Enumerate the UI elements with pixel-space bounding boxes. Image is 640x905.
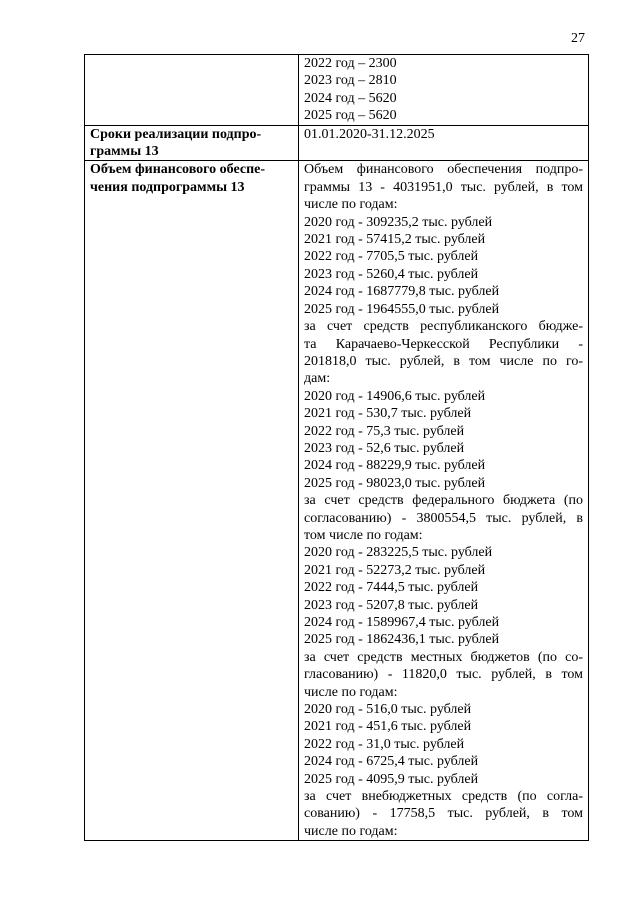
funding-text-line: 2021 год - 451,6 тыс. рублей bbox=[304, 719, 472, 735]
value-cell-funding bbox=[299, 161, 589, 841]
funding-text-line: 2022 год - 7444,5 тыс. рублей bbox=[304, 580, 479, 596]
funding-text-line: 2020 год - 14906,6 тыс. рублей bbox=[304, 388, 486, 404]
list-item: 2025 год – 5620 bbox=[304, 108, 397, 124]
funding-text-line: за счет средств республиканского бюдже- bbox=[304, 319, 583, 335]
funding-text-line: 2022 год - 75,3 тыс. рублей bbox=[304, 423, 465, 439]
funding-text-line: 2022 год - 7705,5 тыс. рублей bbox=[304, 249, 479, 265]
label-cell-funding bbox=[85, 161, 299, 841]
funding-text-line: 2023 год - 52,6 тыс. рублей bbox=[304, 440, 465, 456]
funding-text-line: числе по годам: bbox=[304, 197, 398, 213]
funding-text-line: 2024 год - 88229,9 тыс. рублей bbox=[304, 458, 486, 474]
table-row-funding bbox=[85, 161, 589, 841]
funding-text-line: том числе по годам: bbox=[304, 527, 423, 543]
funding-text-line: числе по годам: bbox=[304, 684, 398, 700]
funding-text-line: 2020 год - 309235,2 тыс. рублей bbox=[304, 214, 493, 230]
list-item: 2022 год – 2300 bbox=[304, 56, 397, 71]
funding-text-line: 2025 год - 1964555,0 тыс. рублей bbox=[304, 301, 500, 317]
label-cell-continued bbox=[85, 55, 299, 126]
funding-text-line: за счет средств федерального бюджета (по bbox=[304, 493, 583, 509]
funding-text-line: Объем финансового обеспечения подпро- bbox=[304, 162, 583, 178]
funding-text-line: 2021 год - 530,7 тыс. рублей bbox=[304, 406, 472, 422]
label-line: Объем финансового обеспе- bbox=[90, 162, 266, 178]
funding-text-line: 2024 год - 6725,4 тыс. рублей bbox=[304, 754, 479, 770]
label-line: чения подпрограммы 13 bbox=[90, 179, 245, 195]
funding-text-line: 2025 год - 1862436,1 тыс. рублей bbox=[304, 632, 500, 648]
funding-text-line: 2024 год - 1589967,4 тыс. рублей bbox=[304, 615, 500, 630]
period-value: 01.01.2020-31.12.2025 bbox=[304, 126, 435, 142]
list-item: 2024 год – 5620 bbox=[304, 90, 397, 106]
table-row-continued bbox=[85, 55, 589, 126]
label-line: Сроки реализации подпро- bbox=[90, 126, 262, 142]
funding-text-line: 2021 год - 52273,2 тыс. рублей bbox=[304, 562, 486, 578]
value-cell-period bbox=[299, 125, 589, 161]
funding-text-line: гласованию) - 11820,0 тыс. рублей, в том bbox=[304, 667, 583, 683]
funding-text-line: 2020 год - 516,0 тыс. рублей bbox=[304, 702, 472, 718]
label-cell-period bbox=[85, 125, 299, 161]
funding-text-line: 2021 год - 57415,2 тыс. рублей bbox=[304, 232, 486, 248]
funding-text-line: числе по годам: bbox=[304, 823, 398, 839]
funding-text-line: 2025 год - 98023,0 тыс. рублей bbox=[304, 475, 486, 491]
value-cell-continued bbox=[299, 55, 589, 126]
page-number: 27 bbox=[571, 31, 585, 46]
funding-text-line: согласованию) - 3800554,5 тыс. рублей, в bbox=[304, 510, 583, 526]
list-item: 2023 год – 2810 bbox=[304, 73, 397, 89]
funding-text-line: граммы 13 - 4031951,0 тыс. рублей, в том bbox=[304, 179, 583, 195]
funding-text-line: 2023 год - 5260,4 тыс. рублей bbox=[304, 266, 479, 282]
funding-text-line: 201818,0 тыс. рублей, в том числе по го- bbox=[304, 353, 583, 369]
passport-table bbox=[84, 54, 589, 841]
funding-text-line: сованию) - 17758,5 тыс. рублей, в том bbox=[304, 806, 583, 822]
table-row-period bbox=[85, 125, 589, 161]
funding-text-line: за счет средств местных бюджетов (по со- bbox=[304, 649, 583, 665]
label-line: граммы 13 bbox=[90, 144, 159, 160]
funding-text-line: дам: bbox=[304, 371, 331, 387]
funding-text-line: 2025 год - 4095,9 тыс. рублей bbox=[304, 771, 479, 787]
funding-text-line: 2022 год - 31,0 тыс. рублей bbox=[304, 736, 465, 752]
funding-text-line: 2020 год - 283225,5 тыс. рублей bbox=[304, 545, 493, 561]
funding-text-line: 2023 год - 5207,8 тыс. рублей bbox=[304, 597, 479, 613]
funding-text-line: 2024 год - 1687779,8 тыс. рублей bbox=[304, 284, 500, 300]
funding-text-line: за счет внебюджетных средств (по согла- bbox=[304, 789, 583, 805]
funding-text-line: та Карачаево-Черкесской Республики - bbox=[304, 336, 583, 352]
